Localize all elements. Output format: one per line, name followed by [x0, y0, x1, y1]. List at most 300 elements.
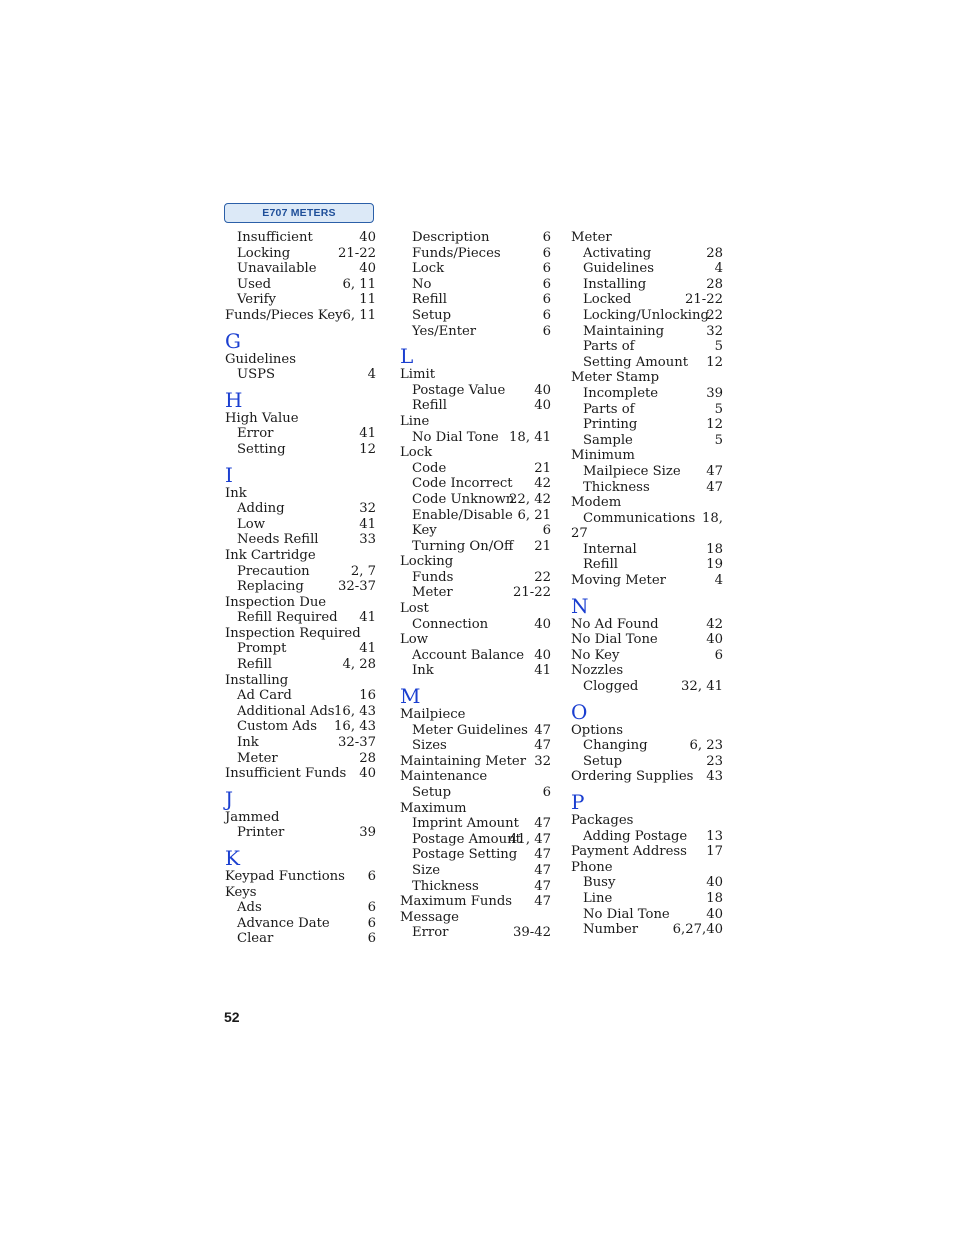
index-entry	[225, 869, 376, 885]
index-subentry	[400, 324, 551, 340]
index-term: Installing	[583, 276, 647, 292]
index-page-ref: 28	[706, 276, 723, 292]
index-subentry	[400, 539, 551, 555]
index-page-ref: 6	[367, 869, 376, 884]
index-page-ref: 40	[359, 766, 376, 782]
index-subentry	[400, 723, 551, 739]
index-page-ref: 11	[359, 292, 376, 308]
index-term: Ad Card	[237, 688, 292, 704]
index-term: Size	[412, 862, 441, 878]
index-page-ref: 47	[534, 722, 551, 738]
index-column-3	[571, 230, 723, 938]
index-letter-heading: J	[225, 786, 234, 811]
index-page-ref: 18, 41	[509, 429, 551, 445]
index-term: Error	[412, 925, 449, 941]
index-entry	[571, 573, 723, 589]
index-page-ref: 6	[542, 323, 551, 339]
index-page-ref: 6, 23	[689, 738, 723, 754]
index-page-ref: 21-22	[684, 292, 723, 308]
index-term: No Dial Tone	[412, 429, 499, 445]
index-term: Busy	[583, 875, 616, 891]
index-page-ref: 18,	[702, 510, 723, 526]
index-term: Adding	[237, 501, 285, 517]
index-page-ref: 47	[534, 847, 551, 863]
index-page-ref: 21-22	[337, 245, 376, 261]
index-term: Yes/Enter	[412, 323, 477, 339]
index-term: Lock	[412, 261, 445, 277]
index-term: Setting	[237, 441, 286, 457]
index-page-ref: 16	[359, 688, 376, 704]
index-page-ref: 47	[706, 479, 723, 495]
index-page-ref: 28	[359, 750, 376, 766]
index-subentry	[225, 564, 376, 580]
index-term: Setup	[412, 307, 452, 323]
index-subentry	[400, 230, 551, 246]
index-entry	[400, 554, 551, 570]
index-term: Number	[583, 922, 639, 938]
index-term: Phone	[571, 859, 613, 875]
index-subentry	[571, 922, 723, 938]
index-term: Postage Setting	[412, 847, 518, 863]
index-term: Message	[400, 909, 459, 925]
index-entry	[571, 648, 723, 664]
index-term: Jammed	[225, 809, 280, 825]
index-term: Ads	[237, 900, 262, 916]
index-term: Postage Value	[412, 382, 506, 398]
index-page-ref: 41, 47	[509, 831, 551, 847]
index-term: Keys	[225, 884, 257, 900]
section-header-badge: E707 METERS	[224, 203, 374, 223]
index-term: Mailpiece	[400, 707, 466, 723]
index-term: Clogged	[583, 679, 639, 695]
index-term: Ink	[412, 663, 434, 679]
index-entry	[571, 860, 723, 876]
index-term: Replacing	[237, 579, 304, 595]
index-page-ref: 13	[706, 828, 723, 844]
index-entry	[400, 632, 551, 648]
index-term: Minimum	[571, 448, 635, 464]
index-subentry	[400, 617, 551, 633]
index-term: Printing	[583, 417, 638, 433]
index-term: Meter Guidelines	[412, 722, 528, 738]
index-subentry	[400, 492, 551, 508]
index-page-ref: 6	[542, 785, 551, 800]
index-term: No Dial Tone	[583, 906, 670, 922]
index-entry	[400, 414, 551, 430]
index-entry	[571, 617, 723, 633]
index-page-ref: 6	[542, 245, 551, 261]
index-entry	[225, 548, 376, 564]
index-subentry	[400, 816, 551, 832]
index-term: USPS	[237, 367, 276, 383]
index-entry	[571, 723, 723, 739]
index-subentry	[225, 261, 376, 277]
index-subentry	[225, 900, 376, 916]
index-term: Internal	[583, 541, 637, 557]
index-term: Insufficient Funds	[225, 766, 347, 782]
index-page-ref: 47	[534, 894, 551, 910]
index-page-ref: 40	[534, 647, 551, 663]
index-term: Lock	[400, 445, 433, 461]
index-subentry	[400, 663, 551, 679]
index-page-ref: 12	[706, 417, 723, 433]
index-letter-heading: P	[571, 790, 585, 814]
index-subentry	[571, 355, 723, 371]
index-page-ref: 16, 43	[334, 703, 376, 719]
index-subentry	[400, 648, 551, 664]
index-page-ref: 23	[706, 753, 723, 769]
index-term: Key	[412, 523, 437, 539]
index-entry	[571, 230, 723, 246]
index-term: Locking	[400, 554, 454, 570]
index-term: 27	[571, 526, 588, 542]
index-term: Guidelines	[225, 351, 296, 367]
index-page-ref: 40	[706, 906, 723, 922]
index-entry	[225, 766, 376, 782]
index-term: Code	[412, 460, 447, 476]
index-term: Funds/Pieces	[412, 245, 501, 261]
index-term: Refill	[412, 292, 447, 308]
index-term: Parts of	[583, 401, 635, 417]
index-term: Inspection Due	[225, 594, 327, 610]
index-page-ref: 12	[706, 354, 723, 370]
index-subentry	[225, 688, 376, 704]
index-entry	[571, 769, 723, 785]
index-page-ref: 22, 42	[509, 491, 551, 507]
index-entry	[225, 810, 376, 826]
index-term: Turning On/Off	[412, 538, 514, 554]
index-page-ref: 47	[534, 878, 551, 894]
index-subentry	[225, 704, 376, 720]
index-subentry	[225, 751, 376, 767]
index-subentry	[571, 480, 723, 496]
index-subentry	[571, 339, 723, 355]
index-page-ref: 32, 41	[681, 679, 723, 695]
index-entry	[571, 495, 723, 511]
index-subentry	[400, 246, 551, 262]
index-term: Account Balance	[412, 647, 525, 663]
index-term: Line	[583, 890, 613, 906]
index-subentry	[225, 501, 376, 517]
index-term: Low	[400, 632, 428, 648]
index-term: Mailpiece Size	[583, 463, 681, 479]
index-page-ref: 32	[534, 753, 551, 769]
index-letter-heading: N	[571, 593, 589, 618]
index-page-ref: 47	[534, 862, 551, 878]
index-term: No Key	[571, 647, 620, 663]
index-subentry	[400, 785, 551, 801]
index-letter-heading: O	[571, 699, 588, 724]
index-page-ref: 39	[359, 825, 376, 841]
index-subentry	[400, 879, 551, 895]
index-page-ref: 2, 7	[350, 563, 376, 579]
index-subentry	[571, 277, 723, 293]
index-subentry	[571, 433, 723, 449]
index-term: Refill	[583, 557, 618, 573]
index-entry	[571, 526, 723, 542]
index-subentry	[400, 430, 551, 446]
index-page-ref: 6, 21	[517, 507, 551, 523]
index-term: Lost	[400, 601, 429, 617]
index-term: Adding Postage	[583, 828, 688, 844]
index-term: Verify	[237, 292, 276, 308]
index-subentry	[571, 511, 723, 527]
index-subentry	[571, 907, 723, 923]
index-entry	[225, 308, 376, 324]
index-term: Meter	[412, 585, 453, 601]
index-subentry	[571, 542, 723, 558]
index-page-ref: 6	[367, 900, 376, 916]
index-page-ref: 6	[542, 276, 551, 292]
index-page-ref: 6	[714, 647, 723, 663]
index-page-ref: 47	[706, 463, 723, 479]
index-page-ref: 6, 11	[342, 276, 376, 292]
index-page-ref: 32	[706, 323, 723, 339]
index-term: Setting Amount	[583, 354, 689, 370]
index-letter-heading: G	[225, 328, 241, 353]
index-page-ref: 5	[714, 339, 723, 355]
index-subentry	[400, 832, 551, 848]
index-subentry	[571, 738, 723, 754]
index-term: Payment Address	[571, 844, 687, 860]
index-letter-heading: K	[225, 846, 240, 870]
index-entry	[400, 754, 551, 770]
index-page-ref: 4	[367, 367, 376, 383]
index-subentry	[400, 292, 551, 308]
index-term: Refill	[237, 657, 272, 673]
index-term: Changing	[583, 738, 648, 754]
index-subentry	[571, 402, 723, 418]
index-page-ref: 6	[542, 292, 551, 308]
index-entry	[400, 707, 551, 723]
index-subentry	[400, 523, 551, 539]
index-entry	[400, 769, 551, 785]
index-term: Locking/Unlocking	[583, 307, 709, 323]
index-term: Ordering Supplies	[571, 769, 694, 785]
index-subentry	[400, 585, 551, 601]
index-term: Advance Date	[237, 915, 330, 931]
index-page-ref: 22	[534, 569, 551, 585]
index-column-2	[400, 230, 551, 941]
index-term: No Ad Found	[571, 616, 659, 632]
index-page-ref: 5	[714, 401, 723, 417]
index-page-ref: 39	[706, 385, 723, 401]
index-subentry	[571, 417, 723, 433]
index-term: Inspection Required	[225, 625, 361, 641]
index-entry	[400, 910, 551, 926]
index-subentry	[400, 863, 551, 879]
index-page-ref: 6,27,40	[672, 922, 723, 938]
index-page-ref: 21	[534, 460, 551, 476]
index-term: Custom Ads	[237, 719, 318, 735]
index-letter-heading: H	[225, 387, 243, 412]
index-term: Keypad Functions	[225, 869, 345, 884]
index-subentry	[571, 754, 723, 770]
index-subentry	[225, 532, 376, 548]
index-subentry	[571, 557, 723, 573]
index-entry	[571, 813, 723, 829]
index-subentry	[225, 735, 376, 751]
index-term: Installing	[225, 672, 289, 688]
index-term: Setup	[412, 785, 452, 800]
index-entry	[225, 411, 376, 427]
index-subentry	[225, 292, 376, 308]
index-entry	[225, 486, 376, 502]
index-subentry	[400, 738, 551, 754]
index-page-ref: 5	[714, 432, 723, 448]
index-page-ref: 32	[359, 501, 376, 517]
index-page-ref: 4	[714, 573, 723, 589]
page-number: 52	[224, 1009, 240, 1025]
index-subentry	[400, 277, 551, 293]
index-page-ref: 40	[706, 875, 723, 891]
index-page-ref: 18	[706, 541, 723, 557]
index-letter-heading: I	[225, 462, 233, 487]
index-term: Maintaining Meter	[400, 753, 527, 769]
index-term: Insufficient	[237, 230, 313, 245]
index-page-ref: 42	[706, 616, 723, 632]
index-page-ref: 6	[367, 931, 376, 947]
index-term: Funds	[412, 569, 454, 585]
index-page-ref: 41	[359, 426, 376, 442]
index-term: Prompt	[237, 641, 287, 657]
index-entry	[225, 673, 376, 689]
index-term: Locking	[237, 245, 291, 261]
index-page-ref: 43	[706, 769, 723, 785]
index-subentry	[225, 230, 376, 246]
index-subentry	[571, 292, 723, 308]
index-subentry	[225, 367, 376, 383]
index-subentry	[400, 461, 551, 477]
index-page-ref: 40	[534, 616, 551, 632]
index-entry	[225, 352, 376, 368]
index-subentry	[400, 261, 551, 277]
index-subentry	[225, 246, 376, 262]
index-term: Guidelines	[583, 261, 654, 277]
index-page-ref: 6	[542, 523, 551, 539]
index-page-ref: 47	[534, 738, 551, 754]
index-term: Error	[237, 426, 274, 442]
index-subentry	[571, 324, 723, 340]
index-page-ref: 41	[359, 641, 376, 657]
index-entry	[571, 448, 723, 464]
index-subentry	[225, 931, 376, 947]
index-term: Ink	[225, 485, 247, 501]
index-page-ref: 17	[706, 844, 723, 860]
index-entry	[400, 601, 551, 617]
index-term: Setup	[583, 753, 623, 769]
index-term: Parts of	[583, 339, 635, 355]
index-page-ref: 40	[706, 632, 723, 648]
index-term: Refill Required	[237, 610, 338, 626]
index-term: Funds/Pieces Key	[225, 307, 343, 323]
index-term: No	[412, 276, 432, 292]
index-page-ref: 40	[359, 230, 376, 245]
index-entry	[400, 894, 551, 910]
index-page-ref: 40	[534, 398, 551, 414]
index-page-ref: 22	[706, 307, 723, 323]
index-subentry	[225, 825, 376, 841]
index-page-ref: 42	[534, 476, 551, 492]
index-entry	[225, 626, 376, 642]
index-term: Ink	[237, 735, 259, 751]
index-subentry	[225, 517, 376, 533]
index-term: Sample	[583, 432, 633, 448]
index-term: Unavailable	[237, 261, 317, 277]
index-term: Meter	[237, 750, 278, 766]
index-term: Maintaining	[583, 323, 665, 339]
index-page-ref: 40	[534, 382, 551, 398]
index-term: Used	[237, 276, 272, 292]
index-term: Meter Stamp	[571, 370, 660, 386]
index-subentry	[225, 442, 376, 458]
index-subentry	[225, 610, 376, 626]
index-term: Thickness	[583, 479, 650, 495]
index-term: Low	[237, 516, 265, 532]
index-page-ref: 21-22	[512, 585, 551, 601]
index-subentry	[400, 847, 551, 863]
index-subentry	[571, 261, 723, 277]
index-entry	[571, 663, 723, 679]
index-term: Limit	[400, 367, 435, 383]
index-page-ref: 6	[542, 307, 551, 323]
index-term: Nozzles	[571, 663, 624, 679]
index-term: Additional Ads	[237, 703, 335, 719]
index-entry	[400, 367, 551, 383]
index-subentry	[225, 657, 376, 673]
index-term: Meter	[571, 230, 612, 245]
index-subentry	[400, 308, 551, 324]
index-page-ref: 33	[359, 532, 376, 548]
index-page-ref: 39-42	[512, 925, 551, 941]
index-subentry	[225, 641, 376, 657]
index-page-ref: 19	[706, 557, 723, 573]
index-letter-heading: M	[400, 684, 421, 709]
index-subentry	[400, 398, 551, 414]
index-page-ref: 12	[359, 441, 376, 457]
index-page-ref: 6, 11	[342, 307, 376, 323]
index-page-ref: 41	[359, 610, 376, 626]
index-subentry	[225, 579, 376, 595]
index-subentry	[400, 925, 551, 941]
index-term: Locked	[583, 292, 632, 308]
index-subentry	[571, 464, 723, 480]
index-entry	[571, 632, 723, 648]
index-page-ref: 41	[534, 663, 551, 679]
index-term: Description	[412, 230, 490, 245]
index-term: Postage Amount	[412, 831, 521, 847]
index-term: Code Incorrect	[412, 476, 513, 492]
index-term: Maintenance	[400, 769, 488, 785]
index-term: Modem	[571, 495, 622, 511]
index-term: Refill	[412, 398, 447, 414]
index-page-ref: 4	[714, 261, 723, 277]
index-term: Maximum Funds	[400, 894, 513, 910]
index-subentry	[571, 246, 723, 262]
index-subentry	[571, 829, 723, 845]
index-term: Precaution	[237, 563, 310, 579]
index-column-1	[225, 230, 376, 947]
index-entry	[400, 445, 551, 461]
index-term: Communications	[583, 510, 696, 526]
index-subentry	[225, 277, 376, 293]
index-page-ref: 40	[359, 261, 376, 277]
index-term: Clear	[237, 931, 274, 947]
index-term: Moving Meter	[571, 573, 666, 589]
index-page-ref: 18	[706, 890, 723, 906]
index-subentry	[571, 386, 723, 402]
index-page-ref: 28	[706, 245, 723, 261]
